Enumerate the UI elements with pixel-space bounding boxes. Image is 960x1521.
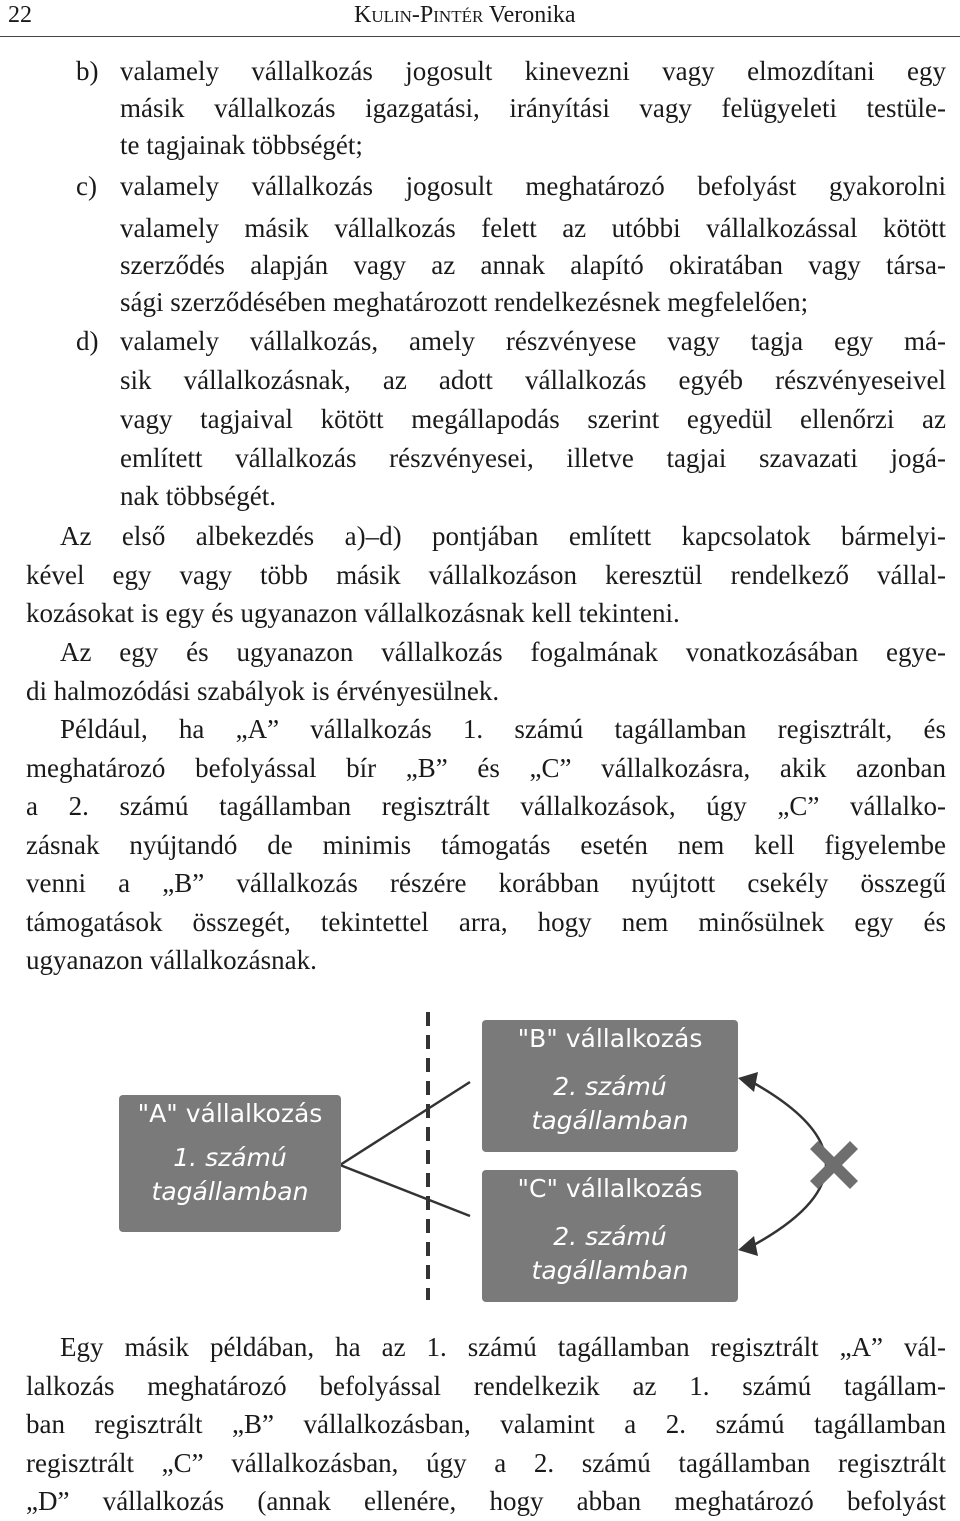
page-header: [0, 0, 960, 40]
text-line: valamely vállalkozás jogosult kinevezni vagy elmozdítani egy: [120, 56, 946, 86]
text-line: valamely másik vállalkozás felett az utóbbi vállalkozással kötött: [120, 213, 946, 243]
author-given-name: Veronika: [483, 2, 576, 28]
text-line: meghatározó befolyással bír „B” és „C” vállalkozásra, akik azonban: [26, 753, 946, 783]
text-line: említett vállalkozás részvényesei, illetve tagjai szavazati jogá-: [120, 443, 946, 473]
text-line: támogatások összegét, tekintettel arra, hogy nem minősülnek egy és: [26, 907, 946, 937]
box-b-subtitle-1: 2. számú: [553, 1072, 667, 1101]
text-line: lalkozás meghatározó befolyással rendelkezik az 1. számú tagállam-: [26, 1371, 946, 1401]
text-line: regisztrált „C” vállalkozásban, úgy a 2. számú tagállamban regisztrált: [26, 1448, 946, 1478]
text-line: másik vállalkozás igazgatási, irányítási vagy felügyeleti testüle-: [120, 93, 946, 123]
text-line: te tagjainak többségét;: [120, 130, 363, 160]
text-line: Az egy és ugyanazon vállalkozás fogalmának vonatkozásában egye-: [60, 637, 946, 667]
text-line: nak többségét.: [120, 481, 276, 511]
box-c-subtitle-2: tagállamban: [531, 1256, 689, 1285]
box-b-title: "B" vállalkozás: [517, 1024, 703, 1053]
text-line: venni a „B” vállalkozás részére korábban nyújtott csekély összegű: [26, 868, 946, 898]
box-b-company: [482, 1020, 738, 1152]
arrow-head-top: [738, 1072, 758, 1092]
text-line: a 2. számú tagállamban regisztrált vállalkozások, úgy „C” vállalko-: [26, 791, 946, 821]
box-c-subtitle-1: 2. számú: [553, 1222, 667, 1251]
text-line: kével egy vagy több másik vállalkozáson keresztül rendelkező vállal-: [26, 560, 946, 590]
text-line: vagy tagjaival kötött megállapodás szerint egyedül ellenőrzi az: [120, 404, 946, 434]
text-line: valamely vállalkozás jogosult meghatározó befolyást gyakorolni: [120, 171, 946, 201]
text-line: Például, ha „A” vállalkozás 1. számú tagállamban regisztrált, és: [60, 714, 946, 744]
text-line: kozásokat is egy és ugyanazon vállalkozásnak kell tekinteni.: [26, 598, 680, 628]
text-line: valamely vállalkozás, amely részvényese vagy tagja egy má-: [120, 326, 946, 356]
author-surname: Kulin-Pintér: [354, 2, 484, 28]
branch-line-to-b: [340, 1082, 470, 1165]
text-line: sági szerződésében meghatározott rendelkezésnek megfelelően;: [120, 287, 809, 317]
box-b-subtitle-2: tagállamban: [531, 1106, 689, 1135]
text-line: „D” vállalkozás (annak ellenére, hogy abban meghatározó befolyást: [26, 1486, 946, 1516]
list-marker-d: d): [76, 326, 99, 356]
text-line: sik vállalkozásnak, az adott vállalkozás egyéb részvényeseivel: [120, 365, 946, 395]
box-c-company: [482, 1170, 738, 1302]
cross-icon: [810, 1141, 858, 1189]
page-number: 22: [8, 2, 32, 28]
box-a-subtitle-2: tagállamban: [151, 1177, 309, 1206]
box-a-company: [119, 1095, 341, 1232]
list-marker-c: c): [76, 171, 97, 201]
box-a-subtitle-1: 1. számú: [173, 1143, 287, 1172]
running-head-author: [354, 2, 576, 29]
list-marker-b: b): [76, 56, 99, 86]
box-a-title: "A" vállalkozás: [137, 1099, 323, 1128]
text-line: zásnak nyújtandó de minimis támogatás esetén nem kell figyelembe: [26, 830, 946, 860]
arrow-head-bottom: [738, 1236, 758, 1256]
curved-arrow: [752, 1082, 826, 1246]
box-c-title: "C" vállalkozás: [517, 1174, 703, 1203]
text-line: szerződés alapján vagy az annak alapító okiratában vagy társa-: [120, 250, 946, 280]
text-line: Az első albekezdés a)–d) pontjában említett kapcsolatok bármelyi-: [60, 521, 946, 551]
header-rule: [0, 36, 960, 37]
text-line: di halmozódási szabályok is érvényesülnek.: [26, 676, 500, 706]
text-line: ugyanazon vállalkozásnak.: [26, 945, 317, 975]
text-line: ban regisztrált „B” vállalkozásban, valamint a 2. számú tagállamban: [26, 1409, 946, 1439]
text-line: Egy másik példában, ha az 1. számú tagállamban regisztrált „A” vál-: [60, 1332, 946, 1362]
ownership-diagram: [0, 1000, 960, 1310]
branch-line-to-c: [340, 1165, 470, 1216]
